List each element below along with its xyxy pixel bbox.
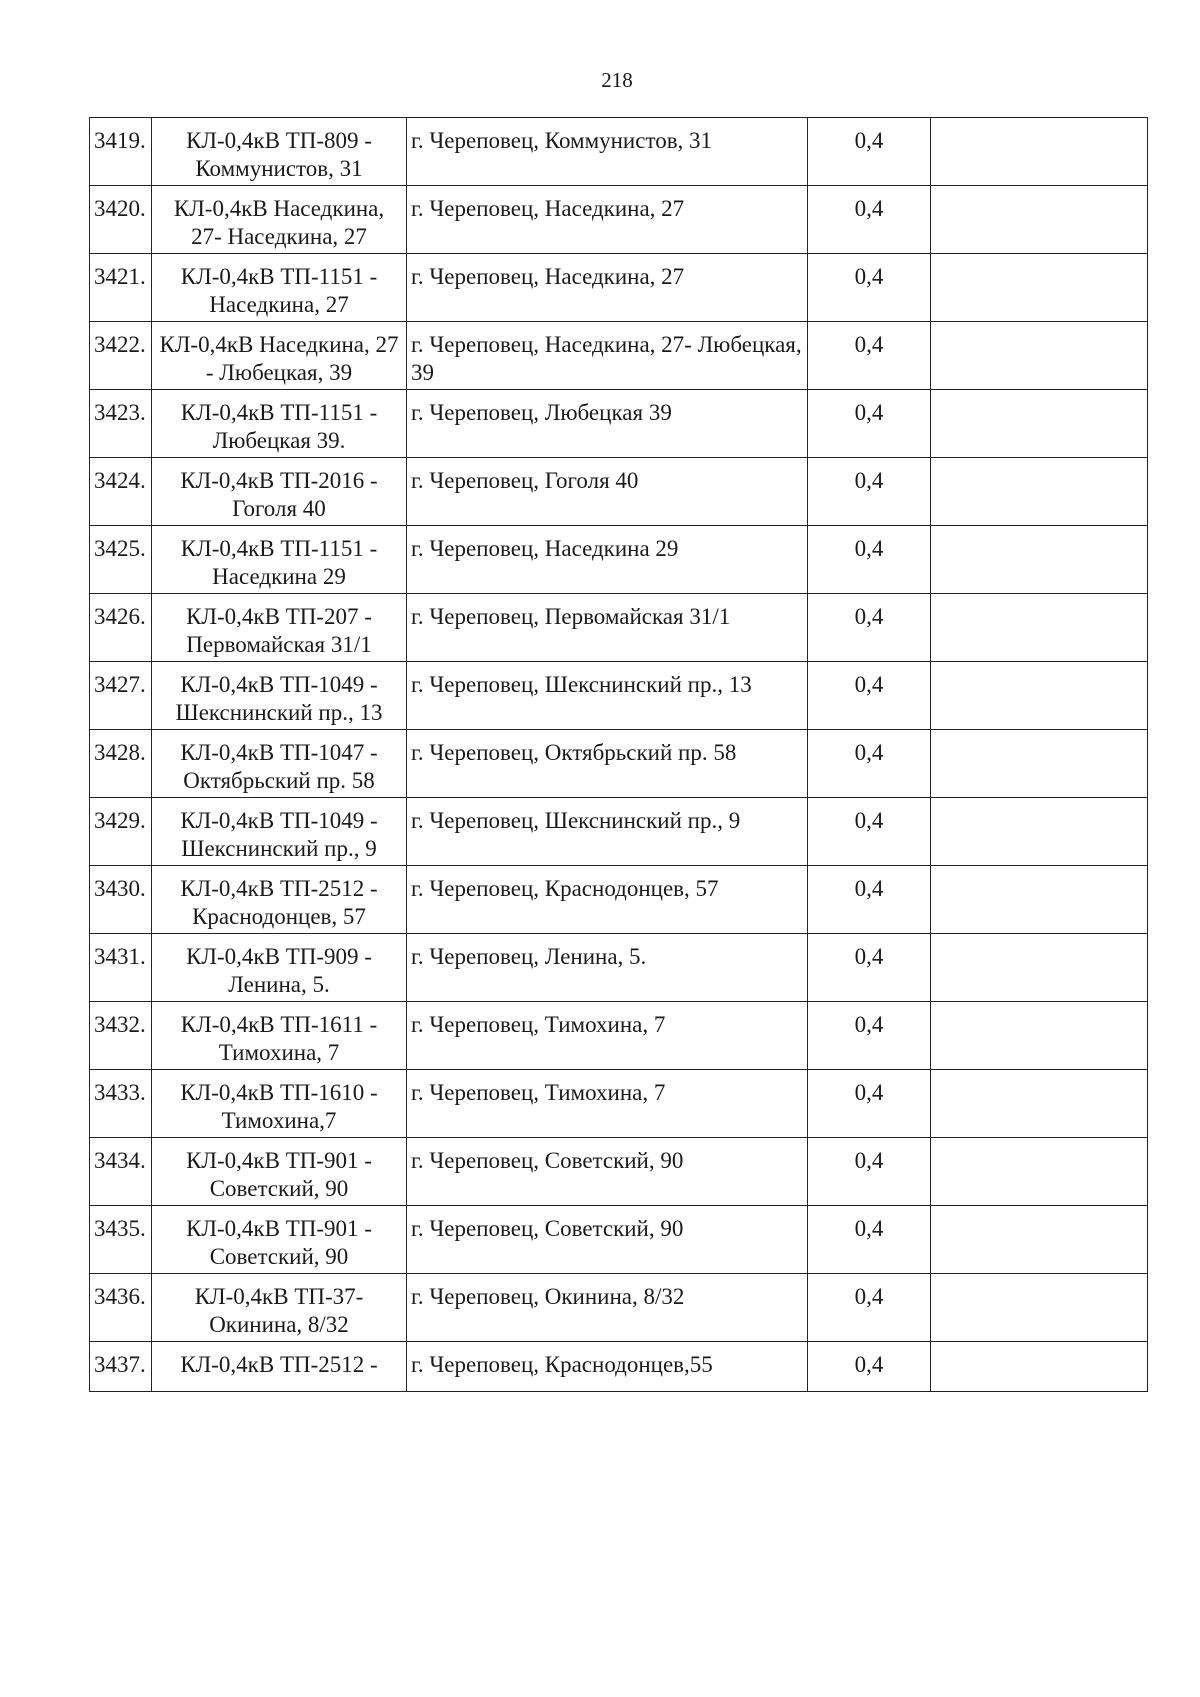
row-number: 3421. <box>90 254 152 322</box>
note-cell <box>931 458 1148 526</box>
table-row <box>90 1206 1148 1274</box>
address: г. Череповец, Окинина, 8/32 <box>407 1274 808 1342</box>
note-cell <box>931 1138 1148 1206</box>
address: г. Череповец, Советский, 90 <box>407 1138 808 1206</box>
row-number: 3426. <box>90 594 152 662</box>
table-row <box>90 594 1148 662</box>
line-name: КЛ-0,4кВ ТП-2016 - Гоголя 40 <box>152 458 407 526</box>
table-row <box>90 390 1148 458</box>
row-number: 3430. <box>90 866 152 934</box>
line-name: КЛ-0,4кВ ТП-1151 - Наседкина 29 <box>152 526 407 594</box>
address: г. Череповец, Краснодонцев,55 <box>407 1342 808 1392</box>
row-number: 3434. <box>90 1138 152 1206</box>
row-number: 3428. <box>90 730 152 798</box>
line-name: КЛ-0,4кВ ТП-909 - Ленина, 5. <box>152 934 407 1002</box>
table-row <box>90 254 1148 322</box>
table-row <box>90 118 1148 186</box>
row-number: 3420. <box>90 186 152 254</box>
note-cell <box>931 1070 1148 1138</box>
row-number: 3436. <box>90 1274 152 1342</box>
note-cell <box>931 1274 1148 1342</box>
table-row <box>90 798 1148 866</box>
address: г. Череповец, Любецкая 39 <box>407 390 808 458</box>
address: г. Череповец, Шекснинский пр., 9 <box>407 798 808 866</box>
address: г. Череповец, Тимохина, 7 <box>407 1070 808 1138</box>
note-cell <box>931 526 1148 594</box>
note-cell <box>931 934 1148 1002</box>
line-name: КЛ-0,4кВ ТП-1047 - Октябрьский пр. 58 <box>152 730 407 798</box>
note-cell <box>931 1342 1148 1392</box>
voltage: 0,4 <box>808 798 931 866</box>
table-row <box>90 1342 1148 1392</box>
table-row <box>90 1070 1148 1138</box>
line-name: КЛ-0,4кВ ТП-901 - Советский, 90 <box>152 1206 407 1274</box>
voltage: 0,4 <box>808 118 931 186</box>
voltage: 0,4 <box>808 186 931 254</box>
note-cell <box>931 118 1148 186</box>
table-row <box>90 322 1148 390</box>
table-row <box>90 934 1148 1002</box>
table-row <box>90 662 1148 730</box>
voltage: 0,4 <box>808 730 931 798</box>
row-number: 3429. <box>90 798 152 866</box>
voltage: 0,4 <box>808 322 931 390</box>
note-cell <box>931 1206 1148 1274</box>
voltage: 0,4 <box>808 526 931 594</box>
address: г. Череповец, Наседкина, 27- Любецкая, 39 <box>407 322 808 390</box>
line-name: КЛ-0,4кВ Наседкина, 27 - Любецкая, 39 <box>152 322 407 390</box>
voltage: 0,4 <box>808 662 931 730</box>
voltage: 0,4 <box>808 1342 931 1392</box>
address: г. Череповец, Гоголя 40 <box>407 458 808 526</box>
note-cell <box>931 1002 1148 1070</box>
address: г. Череповец, Коммунистов, 31 <box>407 118 808 186</box>
note-cell <box>931 662 1148 730</box>
note-cell <box>931 866 1148 934</box>
address: г. Череповец, Наседкина, 27 <box>407 254 808 322</box>
line-name: КЛ-0,4кВ ТП-207 - Первомайская 31/1 <box>152 594 407 662</box>
note-cell <box>931 186 1148 254</box>
note-cell <box>931 594 1148 662</box>
voltage: 0,4 <box>808 1002 931 1070</box>
row-number: 3419. <box>90 118 152 186</box>
page-number: 218 <box>601 68 633 92</box>
note-cell <box>931 390 1148 458</box>
voltage: 0,4 <box>808 866 931 934</box>
address: г. Череповец, Ленина, 5. <box>407 934 808 1002</box>
address: г. Череповец, Советский, 90 <box>407 1206 808 1274</box>
table-row <box>90 526 1148 594</box>
row-number: 3435. <box>90 1206 152 1274</box>
line-name: КЛ-0,4кВ Наседкина, 27- Наседкина, 27 <box>152 186 407 254</box>
row-number: 3427. <box>90 662 152 730</box>
line-name: КЛ-0,4кВ ТП-901 - Советский, 90 <box>152 1138 407 1206</box>
line-name: КЛ-0,4кВ ТП-37- Окинина, 8/32 <box>152 1274 407 1342</box>
voltage: 0,4 <box>808 254 931 322</box>
voltage: 0,4 <box>808 1070 931 1138</box>
registry-table <box>89 117 1148 1392</box>
row-number: 3425. <box>90 526 152 594</box>
line-name: КЛ-0,4кВ ТП-1049 - Шекснинский пр., 9 <box>152 798 407 866</box>
voltage: 0,4 <box>808 390 931 458</box>
note-cell <box>931 730 1148 798</box>
note-cell <box>931 322 1148 390</box>
address: г. Череповец, Наседкина, 27 <box>407 186 808 254</box>
line-name: КЛ-0,4кВ ТП-1049 - Шекснинский пр., 13 <box>152 662 407 730</box>
line-name: КЛ-0,4кВ ТП-1611 - Тимохина, 7 <box>152 1002 407 1070</box>
line-name: КЛ-0,4кВ ТП-809 - Коммунистов, 31 <box>152 118 407 186</box>
voltage: 0,4 <box>808 594 931 662</box>
table-row <box>90 1002 1148 1070</box>
note-cell <box>931 254 1148 322</box>
note-cell <box>931 798 1148 866</box>
table-row <box>90 1274 1148 1342</box>
address: г. Череповец, Шекснинский пр., 13 <box>407 662 808 730</box>
voltage: 0,4 <box>808 1274 931 1342</box>
line-name: КЛ-0,4кВ ТП-2512 - <box>152 1342 407 1392</box>
voltage: 0,4 <box>808 1138 931 1206</box>
table-row <box>90 1138 1148 1206</box>
voltage: 0,4 <box>808 1206 931 1274</box>
address: г. Череповец, Наседкина 29 <box>407 526 808 594</box>
line-name: КЛ-0,4кВ ТП-2512 - Краснодонцев, 57 <box>152 866 407 934</box>
table-row <box>90 730 1148 798</box>
row-number: 3424. <box>90 458 152 526</box>
line-name: КЛ-0,4кВ ТП-1151 - Наседкина, 27 <box>152 254 407 322</box>
address: г. Череповец, Октябрьский пр. 58 <box>407 730 808 798</box>
table-row <box>90 458 1148 526</box>
row-number: 3432. <box>90 1002 152 1070</box>
voltage: 0,4 <box>808 458 931 526</box>
row-number: 3423. <box>90 390 152 458</box>
address: г. Череповец, Тимохина, 7 <box>407 1002 808 1070</box>
address: г. Череповец, Первомайская 31/1 <box>407 594 808 662</box>
table-row <box>90 866 1148 934</box>
row-number: 3422. <box>90 322 152 390</box>
line-name: КЛ-0,4кВ ТП-1151 - Любецкая 39. <box>152 390 407 458</box>
line-name: КЛ-0,4кВ ТП-1610 - Тимохина,7 <box>152 1070 407 1138</box>
voltage: 0,4 <box>808 934 931 1002</box>
row-number: 3433. <box>90 1070 152 1138</box>
address: г. Череповец, Краснодонцев, 57 <box>407 866 808 934</box>
row-number: 3431. <box>90 934 152 1002</box>
row-number: 3437. <box>90 1342 152 1392</box>
table-row <box>90 186 1148 254</box>
